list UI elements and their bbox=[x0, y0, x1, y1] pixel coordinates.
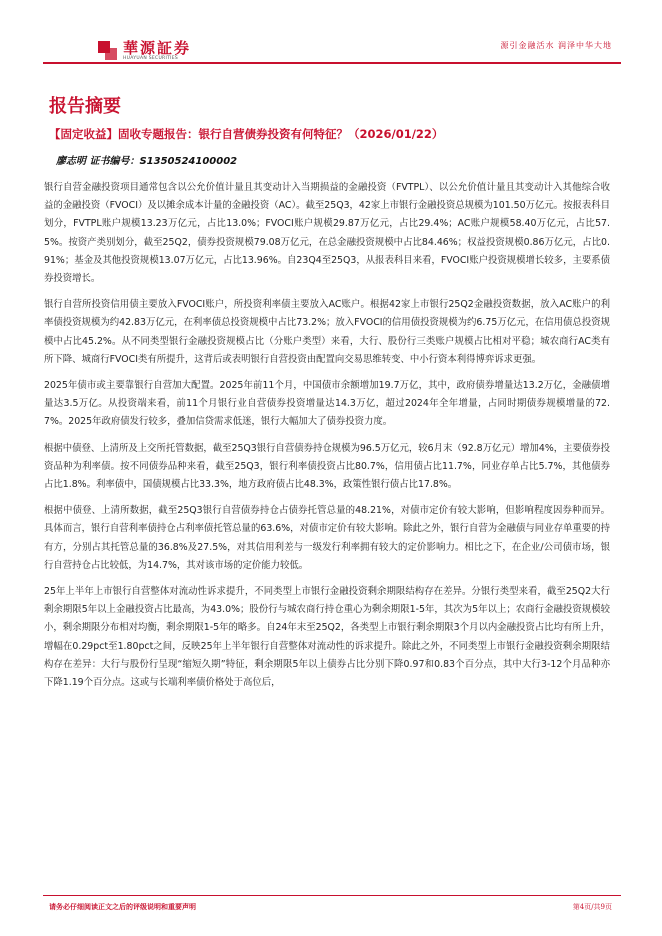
company-logo bbox=[98, 40, 191, 62]
paragraph-4: 根据中债登、上清所及上交所托管数据，截至25Q3银行自营债券持仓规模为96.5万亿元，较6月末（92.8万亿元）增加4%，主要债券投资品种为利率债。按不同债券品种来看，截至25Q3，银行利率债投资占比80.7%，信用债占比11.7%，同业存单占比5.7%，其他债券占比1.8%。利率债中，国债规模占比33.3%，地方政府债占比48.3%，政策性银行债占比17.8%。 bbox=[44, 442, 610, 491]
page-header bbox=[0, 0, 662, 74]
logo-chinese-name: 華源証券 bbox=[123, 39, 192, 57]
footer-divider bbox=[43, 895, 621, 896]
page-number: 第4页/共9页 bbox=[572, 903, 612, 911]
logo-mark-icon bbox=[98, 41, 118, 61]
logo-english-name: HUAYUAN SECURITIES bbox=[123, 56, 179, 61]
paragraph-6: 25年上半年上市银行自营整体对流动性诉求提升，不同类型上市银行金融投资剩余期限结构存在差异。分银行类型来看，截至25Q2大行剩余期限5年以上金融投资占比最高，为43.0%；股份行与城农商行持仓重心为剩余期限1-5年，其次为5年以上；农商行金融投资规模较小，剩余期限分布相对均衡，剩余期限1-5年的略多。自24年末至25Q2，各类型上市银行剩余期限3个月以内金融投资占比均有所上升，增幅在0.29pct至1.80pct之间，反映25年上半年银行自营整体对流动性的诉求提升。除此之外，不同类型上市银行金融投资剩余期限结构存在差异：大行与股份行呈现“缩短久期”特征，剩余期限5年以上债券占比分别下降0.97和0.83个百分点，其中大行3-12个月品种亦下降1.19个百分点。这或与长端利率债价格处于高位后， bbox=[44, 586, 610, 689]
page-title: 报告摘要 bbox=[49, 96, 121, 117]
header-slogan: 源引金融活水 润泽中华大地 bbox=[500, 41, 612, 50]
paragraph-2: 银行自营所投资信用债主要放入FVOCI账户，所投资利率债主要放入AC账户。根据42家上市银行25Q2金融投资数据，放入AC账户的利率债投资规模为约42.83万亿元，在利率债总投资规模中占比73.2%；放入FVOCI的信用债投资规模为约6.75万亿元，在信用债总投资规模中占比45.2%。从不同类型银行金融投资规模占比（分账户类型）来看，大行、股份行三类账户规模占比相对平稳；城农商行AC类有所下降、城商行FVOCI类有所提升，这背后或表明银行自营投资由配置向交易思维转变、中小行资本利得博弈诉求更强。 bbox=[44, 299, 610, 365]
paragraph-1: 银行自营金融投资项目通常包含以公允价值计量且其变动计入当期损益的金融投资（FVTPL）、以公允价值计量且其变动计入其他综合收益的金融投资（FVOCI）及以摊余成本计量的金融投资（AC）。截至25Q3，42家上市银行金融投资总规模为101.50万亿元。按报表科目划分，FVTPL账户规模13.23万亿元，占比13.0%；FVOCI账户规模29.87万亿元，占比29.4%；AC账户规模58.40万亿元，占比57.5%。按资产类别划分，截至25Q2，债券投资规模79.08万亿元，在总金融投资规模中占比84.46%；权益投资规模0.86万亿元，占比0.91%；基金及其他投资规模13.07万亿元，占比13.96%。自23Q4至25Q3，从报表科目来看，FVOCI账户投资规模增长较多，主要系债券投资增长。 bbox=[44, 182, 610, 285]
summary-body bbox=[44, 179, 610, 700]
paragraph-5: 根据中债登、上清所数据，截至25Q3银行自营债券持仓占债券托管总量的48.21%，对债市定价有较大影响，但影响程度因券种而异。具体而言，银行自营利率债持仓占利率债托管总量的63.6%，对债市定价有较大影响。除此之外，银行自营为金融债与同业存单重要的持有方，分别占其托管总量的36.8%及27.5%，对其信用利差与一级发行利率拥有较大的定价影响力。相比之下，在企业/公司债市场，银行自营持仓占比较低，为14.7%，其对该市场的定价能力较低。 bbox=[44, 505, 610, 571]
report-subtitle: 【固定收益】固收专题报告：银行自营债券投资有何特征？（2026/01/22） bbox=[49, 127, 444, 141]
author-line: 廖志明 证书编号：S1350524100002 bbox=[56, 156, 238, 167]
footer-disclaimer: 请务必仔细阅读正文之后的评级说明和重要声明 bbox=[49, 903, 196, 911]
header-divider bbox=[43, 62, 621, 64]
paragraph-3: 2025年债市或主要靠银行自营加大配置。2025年前11个月，中国债市余额增加19.7万亿，其中，政府债券增量达13.2万亿，金融债增量达3.5万亿。从投资端来看，前11个月银行业自营债券投资增量达14.3万亿，超过2024年全年增量，占同时期债券规模增量的72.7%。2025年政府债发行较多，叠加信贷需求低迷，银行大幅加大了债券投资力度。 bbox=[44, 380, 610, 428]
